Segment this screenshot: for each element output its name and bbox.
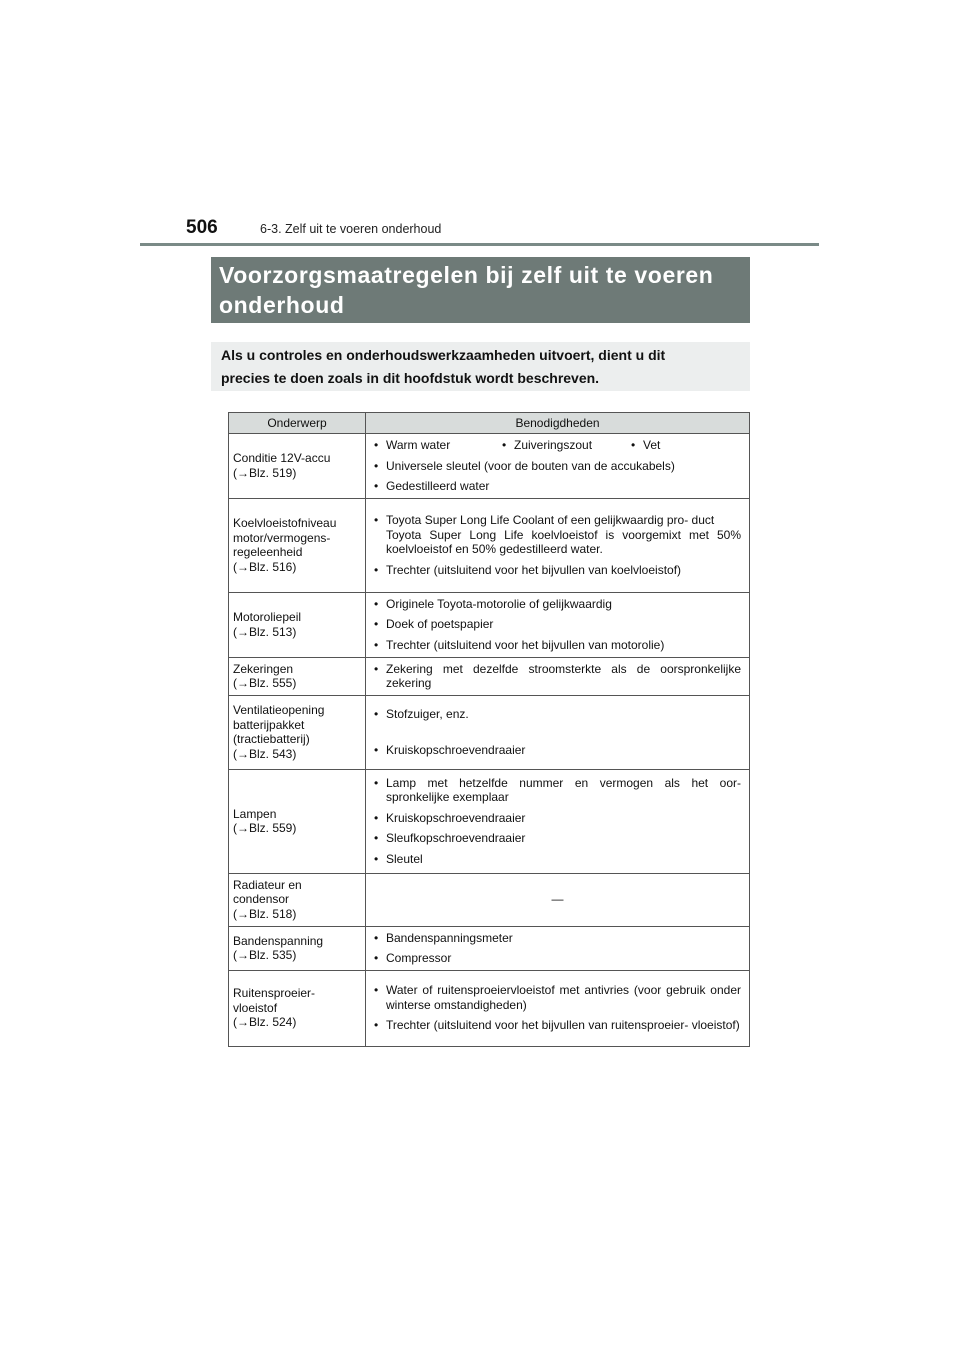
table-row (229, 592, 750, 657)
page-title (211, 257, 750, 323)
bullet: • (631, 438, 636, 452)
list-item (374, 513, 741, 528)
subject-cell (229, 434, 366, 499)
bullet: • (374, 930, 379, 945)
subject-line: (→Blz. 559) (233, 821, 297, 835)
subject-cell (229, 926, 366, 970)
supplies-cell (366, 769, 750, 873)
list-item (374, 438, 502, 453)
list-item (374, 479, 741, 494)
list-item (374, 951, 741, 966)
subject-line: vloeistof (233, 1000, 278, 1015)
subject-line: Motoroliepeil (233, 610, 302, 624)
bullet: • (374, 983, 379, 998)
column-header-subject: Onderwerp (229, 413, 366, 434)
subject-line: (→Blz. 513) (233, 624, 297, 639)
list-item (631, 438, 660, 453)
subject-line: (→Blz. 535) (233, 948, 297, 962)
bullet: • (374, 851, 379, 866)
supplies-cell (366, 592, 750, 657)
subject-line: motor/vermogens- (233, 530, 331, 545)
supplies-cell (366, 926, 750, 970)
page-title-line-1: Voorzorgsmaatregelen bij zelf uit te voeren (219, 262, 714, 288)
subject-line: batterijpakket (233, 717, 305, 732)
list-item (374, 931, 741, 946)
supplies-cell (366, 695, 750, 769)
bullet: • (374, 1018, 379, 1033)
item-text: Originele Toyota-motorolie of gelijkwaardig (386, 596, 612, 611)
subject-line: Ruitensproeier- (233, 986, 316, 1001)
bullet: • (374, 706, 379, 721)
bullet-spacer (374, 528, 386, 557)
list-item (374, 707, 741, 722)
header-divider (140, 243, 819, 246)
subject-line: condensor (233, 892, 290, 907)
maintenance-table (228, 412, 750, 1047)
item-text: Toyota Super Long Life Coolant of een gelijkwaardig pro- duct (386, 513, 715, 527)
empty-dash: — (551, 892, 564, 907)
page-number: 506 (186, 217, 218, 238)
subject-cell (229, 498, 366, 592)
subject-cell (229, 970, 366, 1046)
section-reference: 6-3. Zelf uit te voeren onderhoud (260, 222, 442, 236)
subject-cell (229, 657, 366, 695)
table-row (229, 926, 750, 970)
supplies-cell (366, 498, 750, 592)
inline-items (374, 438, 741, 453)
item-text: Doek of poetspapier (386, 617, 494, 632)
table-row (229, 434, 750, 499)
subject-line: regeleenheid (233, 545, 303, 559)
column-header-supplies: Benodigdheden (366, 413, 750, 434)
item-text: Water of ruitensproeiervloeistof met antivries (voor gebruik onder winterse omstandigheden) (386, 983, 741, 1012)
list-item (502, 438, 631, 453)
page-title-line-2: onderhoud (219, 292, 345, 318)
bullet: • (374, 513, 379, 527)
subject-line: (tractiebatterij) (233, 732, 310, 746)
subject-line: Radiateur en (233, 877, 302, 892)
bullet: • (374, 831, 379, 846)
table-row (229, 695, 750, 769)
item-text: Warm water (386, 438, 451, 452)
subject-line: (→Blz. 524) (233, 1015, 297, 1030)
item-text: Stofzuiger, enz. (386, 706, 469, 721)
bullet: • (374, 743, 379, 757)
bullet: • (374, 775, 379, 790)
subject-line: (→Blz. 519) (233, 465, 297, 480)
item-text: Kruiskopschroevendraaier (386, 810, 526, 825)
bullet: • (374, 458, 379, 473)
item-text: Sleutel (386, 851, 423, 866)
bullet: • (374, 951, 379, 965)
table-row (229, 498, 750, 592)
item-text: Zuiveringszout (514, 438, 593, 452)
list-item (374, 563, 741, 578)
list-item (374, 811, 741, 826)
list-item (374, 528, 741, 557)
item-text: Lamp met hetzelfde nummer en vermogen als het oor- spronkelijke exemplaar (386, 775, 741, 805)
list-item (374, 831, 741, 846)
subject-line: Conditie 12V-accu (233, 451, 331, 466)
item-text: Toyota Super Long Life koelvloeistof is voorgemixt met 50% koelvloeistof en 50% gedestilleerd water. (386, 527, 741, 556)
item-text: Trechter (uitsluitend voor het bijvullen van koelvloeistof) (386, 562, 682, 577)
table-header-row (229, 413, 750, 434)
list-item (374, 1018, 741, 1033)
item-text: Zekering met dezelfde stroomsterkte als de oorspronkelijke zekering (386, 661, 741, 690)
subject-line: Ventilatieopening (233, 703, 325, 717)
item-text: Universele sleutel (voor de bouten van de accukabels) (386, 458, 675, 473)
list-item (374, 852, 741, 867)
supplies-cell (366, 970, 750, 1046)
list-item (374, 743, 741, 758)
bullet: • (374, 562, 379, 577)
list-item (374, 776, 741, 805)
item-text: Trechter (uitsluitend voor het bijvullen van motorolie) (386, 637, 665, 652)
list-item (374, 638, 741, 653)
table-row (229, 970, 750, 1046)
bullet: • (374, 438, 379, 452)
list-item (374, 983, 741, 1012)
subject-cell (229, 769, 366, 873)
intro-line-2: precies te doen zoals in dit hoofdstuk wordt beschreven. (221, 370, 600, 386)
bullet: • (502, 438, 507, 452)
list-item (374, 597, 741, 612)
intro-line-1: Als u controles en onderhoudswerkzaamheden uitvoert, dient u dit (221, 347, 666, 363)
item-text: Bandenspanningsmeter (386, 930, 513, 945)
item-text: Kruiskopschroevendraaier (386, 743, 526, 757)
subject-cell (229, 592, 366, 657)
item-text: Vet (643, 438, 661, 452)
subject-cell (229, 873, 366, 926)
item-text: Compressor (386, 951, 452, 965)
subject-cell (229, 695, 366, 769)
bullet: • (374, 596, 379, 611)
bullet: • (374, 617, 379, 632)
subject-line: (→Blz. 543) (233, 746, 297, 761)
subject-line: Koelvloeistofniveau (233, 516, 337, 530)
list-item (374, 617, 741, 632)
item-text: Trechter (uitsluitend voor het bijvullen van ruitensproeier- vloeistof) (386, 1018, 740, 1033)
subject-line: (→Blz. 518) (233, 906, 297, 921)
subject-line: Bandenspanning (233, 933, 324, 948)
subject-line: Lampen (233, 806, 277, 821)
bullet: • (374, 479, 379, 493)
subject-line: (→Blz. 516) (233, 559, 297, 574)
table-row (229, 769, 750, 873)
supplies-cell (366, 657, 750, 695)
table-row (229, 657, 750, 695)
bullet: • (374, 637, 379, 652)
bullet: • (374, 810, 379, 825)
table-row (229, 873, 750, 926)
supplies-cell (366, 434, 750, 499)
list-item (374, 459, 741, 474)
supplies-cell (366, 873, 750, 926)
subject-line: Zekeringen (233, 661, 294, 676)
bullet: • (374, 661, 379, 676)
list-item (374, 662, 741, 691)
item-text: Sleufkopschroevendraaier (386, 831, 526, 846)
subject-line: (→Blz. 555) (233, 676, 297, 690)
intro-box (211, 342, 750, 391)
item-text: Gedestilleerd water (386, 479, 490, 493)
